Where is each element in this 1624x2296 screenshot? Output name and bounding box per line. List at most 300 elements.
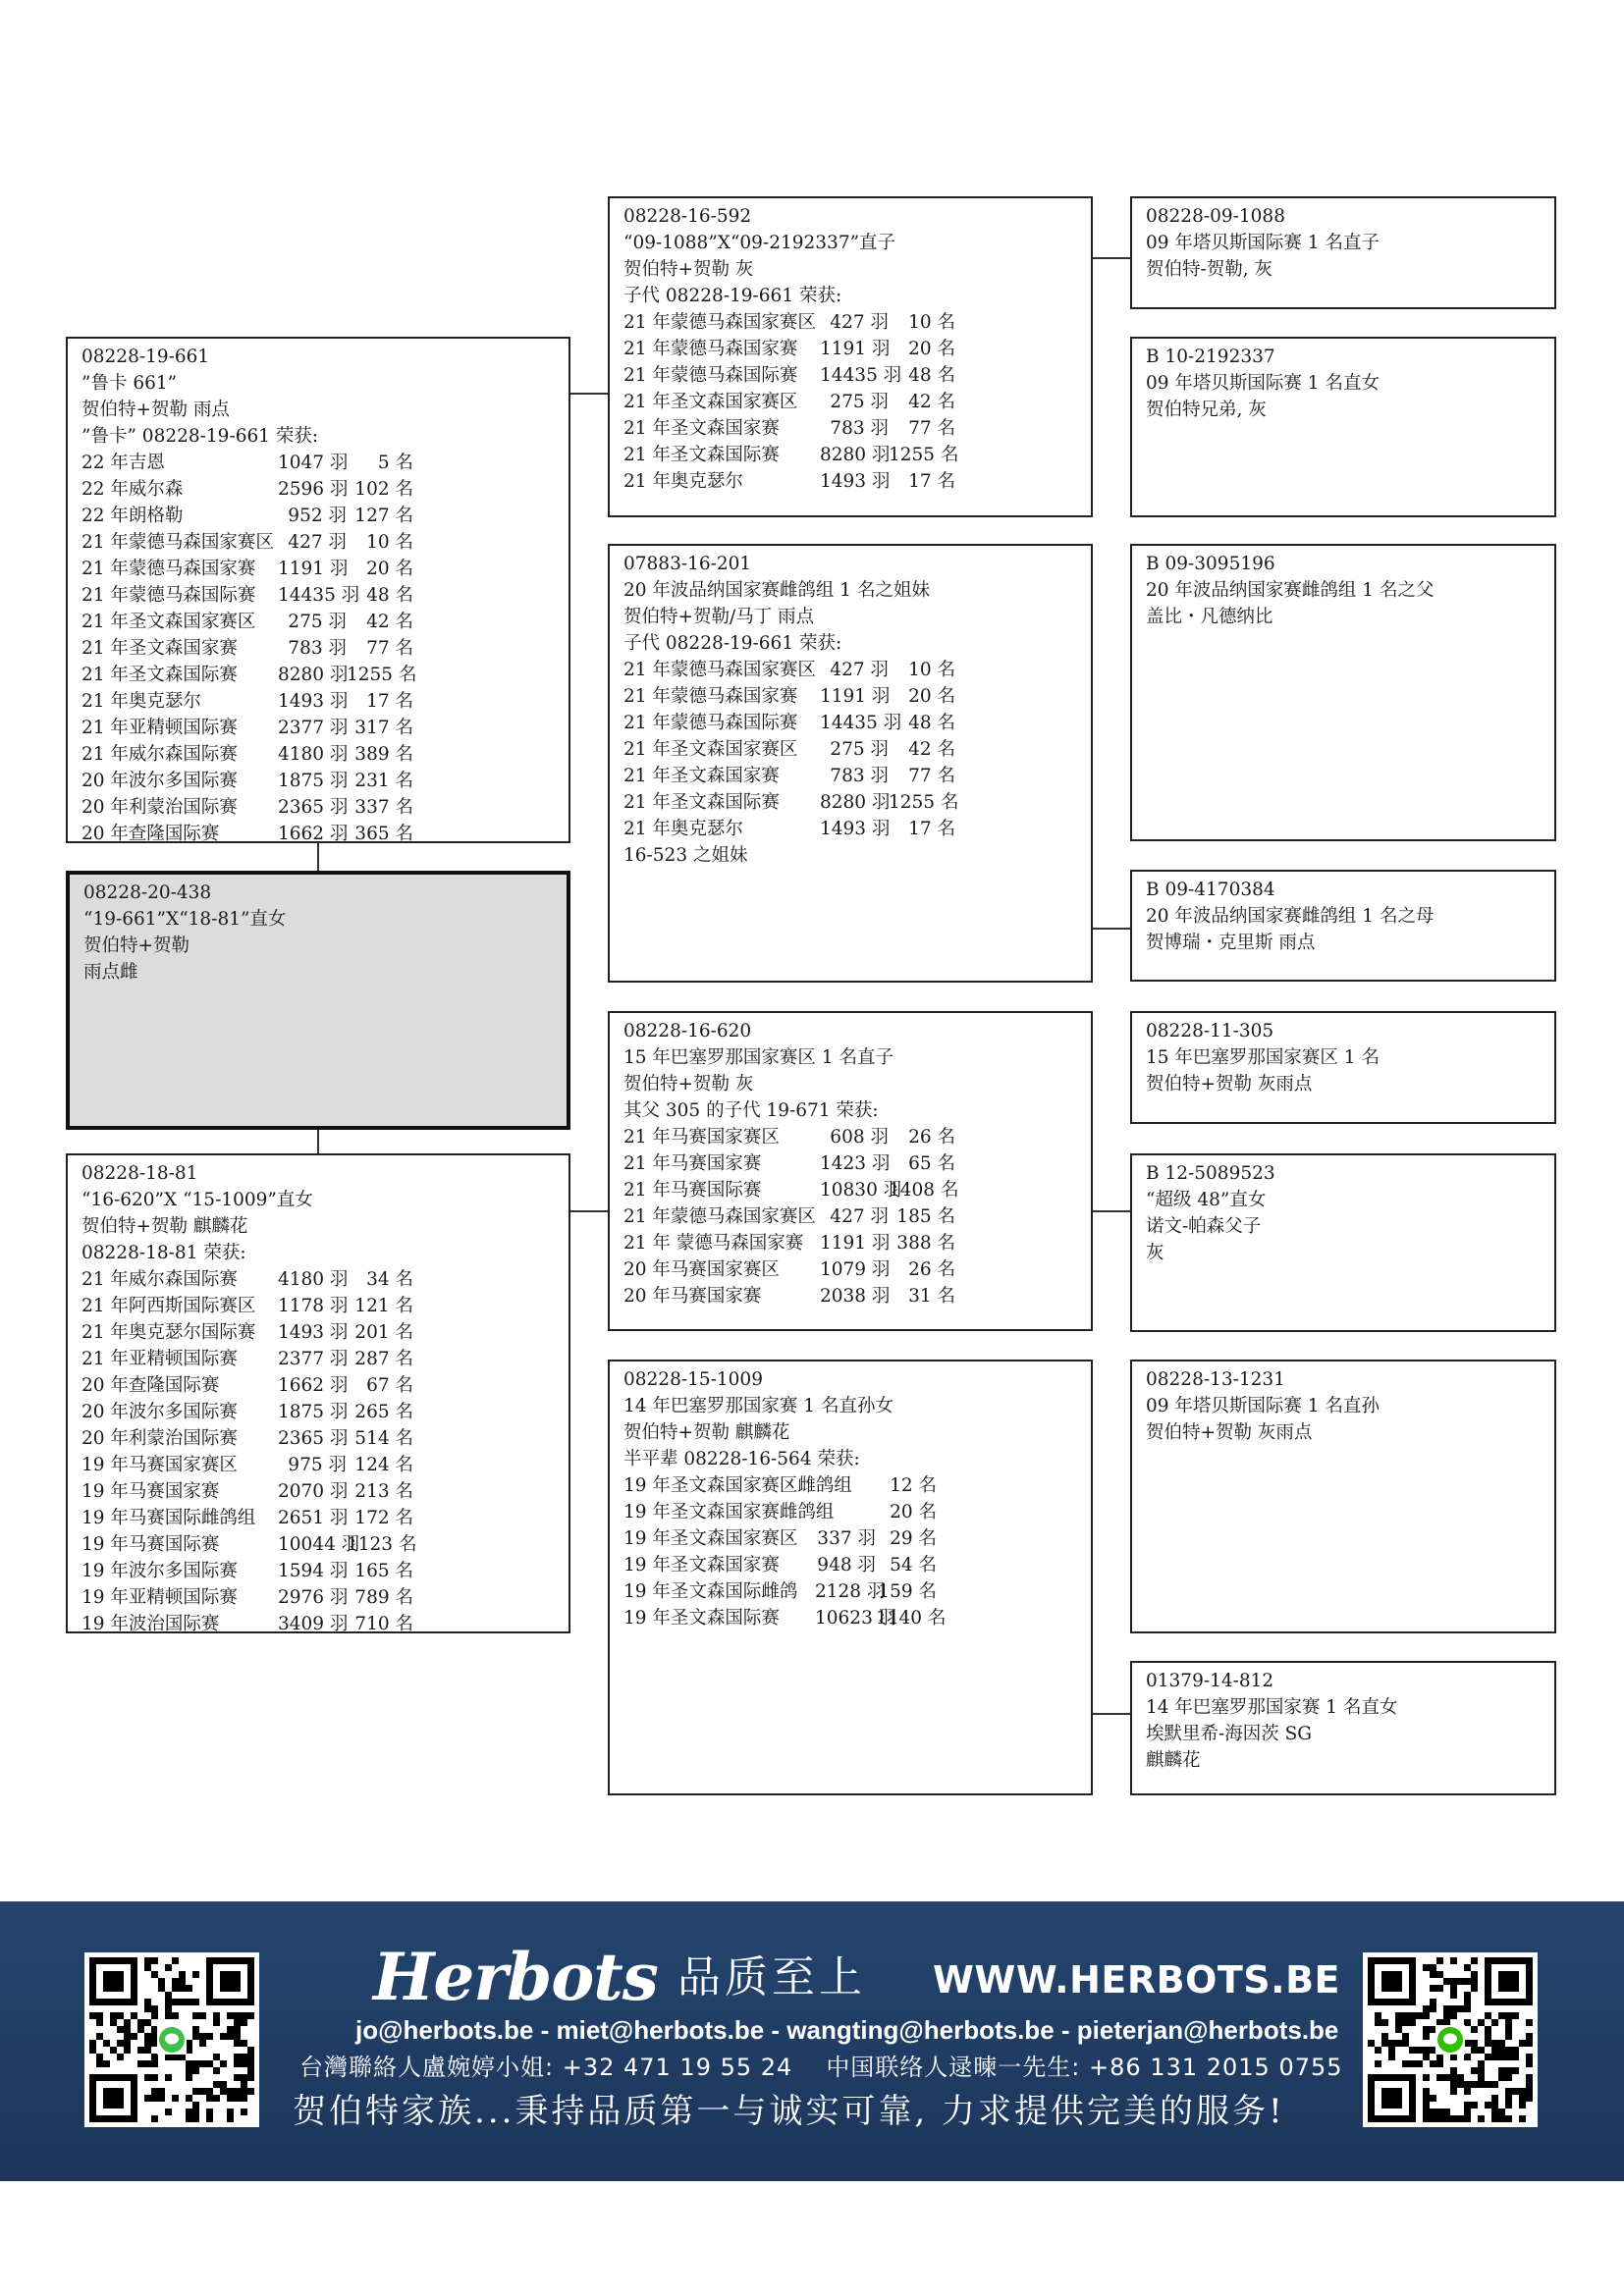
result-race: 19 年马赛国际赛 xyxy=(81,1534,220,1555)
result-birds: 2038 羽 xyxy=(820,1286,891,1307)
result-row xyxy=(623,1177,1091,1203)
result-rank: 48 名 xyxy=(908,365,955,386)
result-race: 19 年圣文森国家赛区 xyxy=(623,1528,798,1549)
result-row xyxy=(623,1124,1091,1150)
result-birds: 1191 羽 xyxy=(820,339,891,359)
contact-taiwan: 台灣聯絡人盧婉婷小姐: +32 471 19 55 24 xyxy=(299,2054,793,2081)
box-text-line: 14 年巴塞罗那国家赛 1 名直孙女 xyxy=(623,1396,893,1416)
result-rank: 710 名 xyxy=(354,1614,413,1634)
result-race: 19 年圣文森国际赛 xyxy=(623,1608,780,1629)
box-text-line: ”鲁卡 661” xyxy=(81,373,178,394)
result-race: 21 年奥克瑟尔 xyxy=(623,819,743,839)
result-rank: 67 名 xyxy=(366,1375,413,1396)
result-rank: 48 名 xyxy=(908,713,955,733)
result-row xyxy=(81,794,568,821)
result-row xyxy=(623,1150,1091,1177)
ring-number: 08228-09-1088 xyxy=(1146,206,1285,227)
result-row xyxy=(623,816,1091,842)
result-race: 20 年马赛国家赛 xyxy=(623,1286,762,1307)
result-rank: 65 名 xyxy=(908,1153,955,1174)
result-birds: 275 羽 xyxy=(830,739,889,760)
result-birds: 427 羽 xyxy=(830,312,889,333)
result-row xyxy=(81,1584,568,1611)
box-text-line: “16-620”X “15-1009”直女 xyxy=(81,1190,313,1210)
result-rank: 388 名 xyxy=(896,1233,955,1254)
connector-line xyxy=(317,1129,319,1154)
result-row xyxy=(623,1256,1091,1283)
result-race: 20 年波尔多国际赛 xyxy=(81,771,238,791)
box-text-line: 贺伯特+贺勒 xyxy=(83,935,190,956)
result-birds: 427 羽 xyxy=(830,1206,889,1227)
box-text-line: 雨点雌 xyxy=(83,962,138,983)
result-race: 19 年波尔多国际赛 xyxy=(81,1561,238,1581)
result-race: 21 年圣文森国家赛区 xyxy=(623,739,798,760)
result-rank: 127 名 xyxy=(354,506,413,526)
result-rank: 159 名 xyxy=(878,1581,937,1602)
result-race: 21 年蒙德马森国际赛 xyxy=(623,365,798,386)
result-rank: 12 名 xyxy=(890,1475,937,1496)
result-race: 21 年圣文森国家赛区 xyxy=(81,612,256,632)
ring-number: 08228-19-661 xyxy=(81,347,210,367)
result-row xyxy=(81,503,568,529)
box-text-line: 贺伯特+贺勒 雨点 xyxy=(81,400,230,420)
box-text-line: 20 年波品纳国家赛雌鸽组 1 名之姐妹 xyxy=(623,580,930,601)
result-race: 21 年 蒙德马森国家赛 xyxy=(623,1233,804,1254)
result-birds: 14435 羽 xyxy=(820,713,902,733)
box-text-line: 09 年塔贝斯国际赛 1 名直子 xyxy=(1146,233,1380,253)
qr-pattern xyxy=(1363,1952,1538,2127)
result-birds: 14435 羽 xyxy=(820,365,902,386)
pedigree-box-dam-dam-sire xyxy=(1130,1360,1556,1633)
result-rank: 514 名 xyxy=(354,1428,413,1449)
connector-line xyxy=(569,1210,609,1212)
result-row xyxy=(623,1203,1091,1230)
result-race: 21 年威尔森国际赛 xyxy=(81,1269,238,1290)
result-row xyxy=(623,442,1091,468)
result-rank: 77 名 xyxy=(908,766,955,786)
result-birds: 1594 羽 xyxy=(278,1561,349,1581)
result-rank: 1408 名 xyxy=(889,1180,959,1201)
result-rank: 1140 名 xyxy=(876,1608,947,1629)
result-rank: 165 名 xyxy=(354,1561,413,1581)
result-rank: 20 名 xyxy=(366,559,413,579)
box-text-line: 20 年波品纳国家赛雌鸽组 1 名之父 xyxy=(1146,580,1435,601)
result-birds: 2377 羽 xyxy=(278,1349,349,1369)
result-rank: 317 名 xyxy=(354,718,413,738)
pedigree-box-dam-sire xyxy=(608,1011,1093,1331)
result-birds: 337 羽 xyxy=(817,1528,876,1549)
result-race: 21 年蒙德马森国家赛区 xyxy=(81,532,274,553)
result-rank: 265 名 xyxy=(354,1402,413,1422)
result-rank: 5 名 xyxy=(377,453,413,473)
box-text-line: 09 年塔贝斯国际赛 1 名直女 xyxy=(1146,373,1380,394)
result-birds: 1493 羽 xyxy=(820,471,891,492)
contact-china: 中国联络人逯暕一先生: +86 131 2015 0755 xyxy=(826,2054,1343,2081)
result-rank: 1255 名 xyxy=(889,792,959,813)
box-text-line: 盖比・凡德纳比 xyxy=(1146,607,1273,627)
result-row xyxy=(81,1531,568,1558)
pedigree-box-sire-dam-sire xyxy=(1130,544,1556,841)
box-text-line: 15 年巴塞罗那国家赛区 1 名 xyxy=(1146,1047,1380,1068)
result-birds: 783 羽 xyxy=(288,638,347,659)
result-rank: 26 名 xyxy=(908,1127,955,1148)
result-birds: 275 羽 xyxy=(288,612,347,632)
result-rank: 1255 名 xyxy=(347,665,417,685)
ring-number: B 09-4170384 xyxy=(1146,880,1275,900)
result-race: 21 年圣文森国家赛区 xyxy=(623,392,798,412)
result-birds: 2128 羽 xyxy=(815,1581,886,1602)
result-row xyxy=(81,1452,568,1478)
result-birds xyxy=(815,1499,876,1525)
result-birds: 2651 羽 xyxy=(278,1508,349,1528)
result-birds: 2365 羽 xyxy=(278,797,349,818)
result-race: 20 年利蒙治国际赛 xyxy=(81,797,238,818)
result-race: 21 年威尔森国际赛 xyxy=(81,744,238,765)
box-text-line: 16-523 之姐妹 xyxy=(623,845,748,866)
box-text-line: ”鲁卡” 08228-19-661 荣获: xyxy=(81,426,319,447)
result-birds: 8280 羽 xyxy=(820,792,891,813)
result-row xyxy=(81,1505,568,1531)
result-rank: 365 名 xyxy=(354,824,413,844)
connector-line xyxy=(569,393,609,395)
ring-number: 08228-11-305 xyxy=(1146,1021,1274,1041)
result-row xyxy=(623,389,1091,415)
result-rank: 26 名 xyxy=(908,1259,955,1280)
connector-line xyxy=(1092,1210,1131,1212)
email-list[interactable]: jo@herbots.be - miet@herbots.be - wangting@herbots.be - pieterjan@herbots.be xyxy=(355,2015,1339,2045)
result-race: 21 年阿西斯国际赛区 xyxy=(81,1296,256,1316)
result-row xyxy=(81,476,568,503)
result-race: 21 年蒙德马森国家赛 xyxy=(623,339,798,359)
ring-number: 07883-16-201 xyxy=(623,554,752,574)
ring-number: 08228-16-592 xyxy=(623,206,752,227)
result-rank: 20 名 xyxy=(908,686,955,707)
connector-line xyxy=(1092,1713,1131,1715)
result-row xyxy=(623,1472,1091,1499)
pedigree-box-sire-dam xyxy=(608,544,1093,983)
result-race: 22 年朗格勒 xyxy=(81,506,184,526)
result-race: 22 年威尔森 xyxy=(81,479,184,500)
result-race: 21 年马赛国家赛 xyxy=(623,1153,762,1174)
result-rank: 201 名 xyxy=(354,1322,413,1343)
result-row xyxy=(623,309,1091,336)
connector-line xyxy=(1092,928,1131,930)
result-race: 19 年圣文森国家赛 xyxy=(623,1555,780,1575)
result-birds: 8280 羽 xyxy=(278,665,349,685)
box-text-line: 贺伯特-贺勒, 灰 xyxy=(1146,259,1273,280)
result-birds: 1191 羽 xyxy=(278,559,349,579)
result-row xyxy=(623,683,1091,710)
result-rank: 389 名 xyxy=(354,744,413,765)
box-text-line: 14 年巴塞罗那国家赛 1 名直女 xyxy=(1146,1697,1398,1718)
pedigree-box-dam-sire-sire xyxy=(1130,1011,1556,1124)
result-row xyxy=(81,1372,568,1399)
result-rank: 102 名 xyxy=(354,479,413,500)
result-rank: 213 名 xyxy=(354,1481,413,1502)
result-row xyxy=(81,556,568,582)
result-birds: 2976 羽 xyxy=(278,1587,349,1608)
result-birds: 1079 羽 xyxy=(820,1259,891,1280)
box-text-line: 贺博瑞・克里斯 雨点 xyxy=(1146,933,1316,953)
result-birds: 1178 羽 xyxy=(278,1296,349,1316)
result-row xyxy=(81,1293,568,1319)
result-race: 21 年马赛国际赛 xyxy=(623,1180,762,1201)
box-text-line: 贺伯特+贺勒/马丁 雨点 xyxy=(623,607,815,627)
ring-number: B 10-2192337 xyxy=(1146,347,1275,367)
result-rank: 20 名 xyxy=(890,1502,937,1522)
result-race: 21 年奥克瑟尔国际赛 xyxy=(81,1322,256,1343)
result-row xyxy=(623,763,1091,789)
result-row xyxy=(623,468,1091,495)
result-birds: 427 羽 xyxy=(830,660,889,680)
result-rank: 42 名 xyxy=(366,612,413,632)
result-row xyxy=(623,1605,1091,1631)
result-rank: 17 名 xyxy=(366,691,413,712)
box-text-line: 麒麟花 xyxy=(1146,1750,1201,1771)
result-race: 21 年蒙德马森国家赛区 xyxy=(623,660,816,680)
pedigree-box-sire xyxy=(66,337,570,843)
box-text-line: “超级 48”直女 xyxy=(1146,1190,1267,1210)
result-birds: 1493 羽 xyxy=(278,1322,349,1343)
result-race: 20 年查隆国际赛 xyxy=(81,824,220,844)
result-race: 19 年波治国际赛 xyxy=(81,1614,220,1634)
result-race: 21 年蒙德马森国际赛 xyxy=(81,585,256,606)
result-race: 19 年亚精顿国际赛 xyxy=(81,1587,238,1608)
qr-code-right[interactable] xyxy=(1363,1952,1538,2127)
result-race: 20 年查隆国际赛 xyxy=(81,1375,220,1396)
box-text-line: 其父 305 的子代 19-671 荣获: xyxy=(623,1100,879,1121)
pedigree-box-sire-dam-dam xyxy=(1130,870,1556,982)
result-race: 21 年蒙德马森国家赛区 xyxy=(623,312,816,333)
result-birds: 2070 羽 xyxy=(278,1481,349,1502)
tagline: 贺伯特家族...秉持品质第一与诚实可靠, 力求提供完美的服务! xyxy=(293,2092,1285,2131)
result-row xyxy=(81,529,568,556)
result-birds: 1191 羽 xyxy=(820,1233,891,1254)
result-race: 19 年圣文森国际雌鸽 xyxy=(623,1581,798,1602)
result-birds: 1493 羽 xyxy=(820,819,891,839)
result-race: 20 年利蒙治国际赛 xyxy=(81,1428,238,1449)
result-row xyxy=(81,688,568,715)
result-birds: 3409 羽 xyxy=(278,1614,349,1634)
box-text-line: 诺文-帕森父子 xyxy=(1146,1216,1262,1237)
box-text-line: 15 年巴塞罗那国家赛区 1 名直子 xyxy=(623,1047,893,1068)
result-birds: 783 羽 xyxy=(830,418,889,439)
connector-line xyxy=(1092,257,1131,259)
result-rank: 10 名 xyxy=(908,660,955,680)
qr-pattern xyxy=(84,1952,259,2127)
box-text-line: 贺伯特+贺勒 灰 xyxy=(623,259,754,280)
result-race: 21 年亚精顿国际赛 xyxy=(81,718,238,738)
result-birds xyxy=(815,1472,876,1499)
result-birds: 4180 羽 xyxy=(278,1269,349,1290)
result-row xyxy=(81,821,568,847)
result-row xyxy=(81,1319,568,1346)
result-race: 21 年奥克瑟尔 xyxy=(81,691,201,712)
result-birds: 1875 羽 xyxy=(278,1402,349,1422)
result-row xyxy=(81,582,568,609)
result-rank: 1255 名 xyxy=(889,445,959,465)
result-rank: 54 名 xyxy=(890,1555,937,1575)
result-row xyxy=(81,741,568,768)
pedigree-box-dam-sire-dam xyxy=(1130,1153,1556,1332)
result-rank: 29 名 xyxy=(890,1528,937,1549)
result-row xyxy=(623,1525,1091,1552)
result-race: 21 年圣文森国家赛 xyxy=(81,638,238,659)
result-row xyxy=(81,1346,568,1372)
result-birds: 1875 羽 xyxy=(278,771,349,791)
result-rank: 31 名 xyxy=(908,1286,955,1307)
result-race: 21 年马赛国家赛区 xyxy=(623,1127,780,1148)
result-birds: 8280 羽 xyxy=(820,445,891,465)
box-text-line: 20 年波品纳国家赛雌鸽组 1 名之母 xyxy=(1146,906,1435,927)
pedigree-box-sire-sire-dam xyxy=(1130,337,1556,517)
result-race: 21 年蒙德马森国家赛 xyxy=(623,686,798,707)
result-row xyxy=(81,635,568,662)
box-text-line: 灰 xyxy=(1146,1243,1164,1263)
result-row xyxy=(81,1266,568,1293)
box-text-line: 贺伯特+贺勒 灰 xyxy=(623,1074,754,1095)
result-rank: 34 名 xyxy=(366,1269,413,1290)
box-text-line: “09-1088”X“09-2192337”直子 xyxy=(623,233,896,253)
result-row xyxy=(81,662,568,688)
result-rank: 48 名 xyxy=(366,585,413,606)
result-row xyxy=(81,1425,568,1452)
ring-number: 08228-20-438 xyxy=(83,882,212,903)
box-text-line: 子代 08228-19-661 荣获: xyxy=(623,633,842,654)
website-link[interactable]: WWW.HERBOTS.BE xyxy=(933,1958,1341,2002)
result-birds: 275 羽 xyxy=(830,392,889,412)
result-rank: 77 名 xyxy=(908,418,955,439)
result-birds: 783 羽 xyxy=(830,766,889,786)
result-race: 21 年圣文森国际赛 xyxy=(623,792,780,813)
result-row xyxy=(623,1283,1091,1309)
ring-number: B 09-3095196 xyxy=(1146,554,1275,574)
result-rank: 121 名 xyxy=(354,1296,413,1316)
result-birds: 1423 羽 xyxy=(820,1153,891,1174)
result-rank: 42 名 xyxy=(908,392,955,412)
result-birds: 427 羽 xyxy=(288,532,347,553)
result-row xyxy=(81,609,568,635)
result-birds: 2377 羽 xyxy=(278,718,349,738)
result-row xyxy=(623,336,1091,362)
ring-number: 08228-18-81 xyxy=(81,1163,198,1184)
result-birds: 4180 羽 xyxy=(278,744,349,765)
ring-number: 08228-13-1231 xyxy=(1146,1369,1285,1390)
result-row xyxy=(623,1552,1091,1578)
result-rank: 789 名 xyxy=(354,1587,413,1608)
result-rank: 185 名 xyxy=(896,1206,955,1227)
result-race: 19 年马赛国际雌鸽组 xyxy=(81,1508,256,1528)
qr-code-left[interactable] xyxy=(84,1952,259,2127)
result-birds: 10830 羽 xyxy=(820,1180,902,1201)
result-race: 19 年圣文森国家赛雌鸽组 xyxy=(623,1502,835,1522)
result-rank: 42 名 xyxy=(908,739,955,760)
result-rank: 337 名 xyxy=(354,797,413,818)
result-row xyxy=(623,789,1091,816)
box-text-line: “19-661”X“18-81”直女 xyxy=(83,909,287,930)
result-rank: 124 名 xyxy=(354,1455,413,1475)
result-birds: 1047 羽 xyxy=(278,453,349,473)
result-row xyxy=(81,1558,568,1584)
result-birds: 608 羽 xyxy=(830,1127,889,1148)
result-birds: 2596 羽 xyxy=(278,479,349,500)
ring-number: 01379-14-812 xyxy=(1146,1671,1274,1691)
result-row xyxy=(81,1478,568,1505)
result-rank: 20 名 xyxy=(908,339,955,359)
result-race: 21 年蒙德马森国家赛区 xyxy=(623,1206,816,1227)
pedigree-box-dam xyxy=(66,1153,570,1633)
result-birds: 2365 羽 xyxy=(278,1428,349,1449)
result-race: 20 年波尔多国际赛 xyxy=(81,1402,238,1422)
result-birds: 975 羽 xyxy=(288,1455,347,1475)
box-text-line: 贺伯特+贺勒 麒麟花 xyxy=(623,1422,790,1443)
result-rank: 10 名 xyxy=(366,532,413,553)
result-birds: 10044 羽 xyxy=(278,1534,360,1555)
result-rank: 10 名 xyxy=(908,312,955,333)
result-rank: 172 名 xyxy=(354,1508,413,1528)
result-row xyxy=(623,710,1091,736)
result-birds: 10623 羽 xyxy=(815,1608,897,1629)
box-text-line: 贺伯特+贺勒 灰雨点 xyxy=(1146,1074,1313,1095)
result-rank: 17 名 xyxy=(908,471,955,492)
result-row xyxy=(623,736,1091,763)
ring-number: B 12-5089523 xyxy=(1146,1163,1275,1184)
herbots-logo: Herbots xyxy=(373,1939,658,2015)
result-birds: 14435 羽 xyxy=(278,585,360,606)
result-row xyxy=(623,362,1091,389)
result-birds: 1662 羽 xyxy=(278,824,349,844)
result-rank: 1123 名 xyxy=(347,1534,417,1555)
result-race: 21 年圣文森国家赛 xyxy=(623,766,780,786)
box-text-line: 08228-18-81 荣获: xyxy=(81,1243,246,1263)
result-row xyxy=(81,768,568,794)
result-row xyxy=(623,1499,1091,1525)
result-row xyxy=(623,1578,1091,1605)
box-text-line: 贺伯特+贺勒 麒麟花 xyxy=(81,1216,248,1237)
result-rank: 77 名 xyxy=(366,638,413,659)
result-race: 21 年亚精顿国际赛 xyxy=(81,1349,238,1369)
result-race: 21 年奥克瑟尔 xyxy=(623,471,743,492)
contact-line xyxy=(299,2051,1377,2084)
result-row xyxy=(81,1611,568,1637)
result-birds: 1191 羽 xyxy=(820,686,891,707)
box-text-line: 半平辈 08228-16-564 荣获: xyxy=(623,1449,860,1469)
slogan: 品质至上 xyxy=(677,1952,866,2002)
result-birds: 1662 羽 xyxy=(278,1375,349,1396)
result-row xyxy=(81,450,568,476)
pedigree-box-dam-dam-dam xyxy=(1130,1661,1556,1795)
result-row xyxy=(81,715,568,741)
result-rank: 287 名 xyxy=(354,1349,413,1369)
result-row xyxy=(623,415,1091,442)
result-birds: 948 羽 xyxy=(817,1555,876,1575)
result-race: 21 年圣文森国际赛 xyxy=(81,665,238,685)
result-rank: 17 名 xyxy=(908,819,955,839)
footer-banner xyxy=(0,1901,1624,2181)
result-race: 21 年圣文森国际赛 xyxy=(623,445,780,465)
result-race: 19 年马赛国家赛 xyxy=(81,1481,220,1502)
result-race: 19 年马赛国家赛区 xyxy=(81,1455,238,1475)
ring-number: 08228-15-1009 xyxy=(623,1369,763,1390)
result-row xyxy=(623,1230,1091,1256)
result-row xyxy=(623,657,1091,683)
box-text-line: 09 年塔贝斯国际赛 1 名直孙 xyxy=(1146,1396,1380,1416)
result-race: 22 年吉恩 xyxy=(81,453,165,473)
box-text-line: 埃默里希-海因茨 SG xyxy=(1146,1724,1313,1744)
result-race: 21 年蒙德马森国家赛 xyxy=(81,559,256,579)
result-race: 20 年马赛国家赛区 xyxy=(623,1259,780,1280)
result-birds: 952 羽 xyxy=(288,506,347,526)
